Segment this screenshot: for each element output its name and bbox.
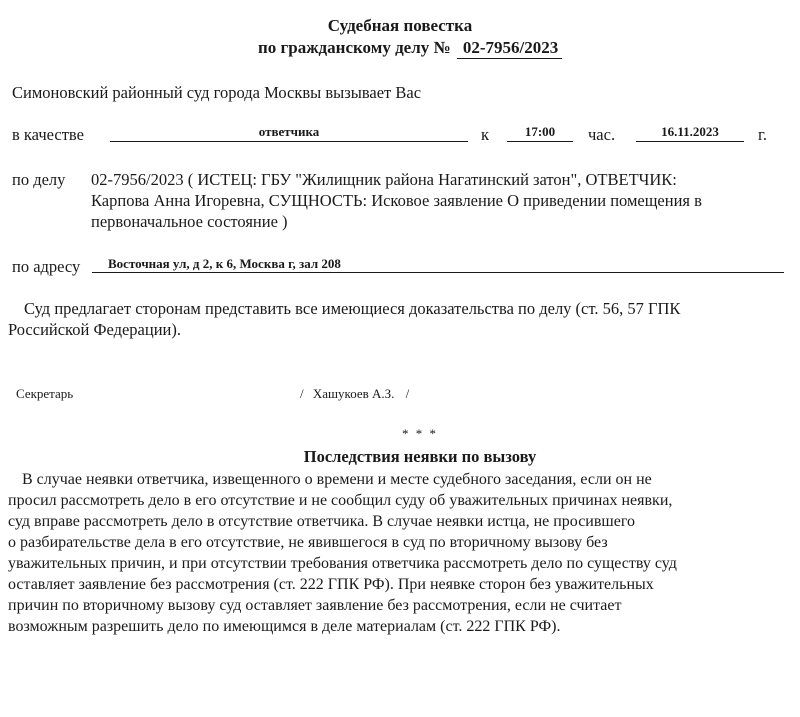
separator-stars: * * * — [402, 426, 438, 441]
date-value: 16.11.2023 — [661, 124, 719, 139]
case-label: по делу — [12, 170, 66, 189]
consequences-line-1: В случае неявки ответчика, извещенного о времени и месте судебного заседания, если он не — [22, 471, 652, 488]
evidence-note — [8, 298, 788, 340]
secretary-name: Хашукоев А.З. — [312, 386, 395, 401]
hour-label: час. — [588, 125, 616, 144]
case-title-prefix: по гражданскому делу № — [258, 38, 451, 57]
case-line-1: 02-7956/2023 ( ИСТЕЦ: ГБУ "Жилищник района Нагатинский затон", ОТВЕТЧИК: — [91, 170, 677, 189]
role-underline — [110, 141, 468, 142]
summons-text: Симоновский районный суд города Москвы вызывает Вас — [12, 83, 422, 102]
consequences-body — [8, 469, 792, 637]
address-underline — [92, 272, 784, 273]
consequences-line-7: причин по вторичному вызову суд оставляет заявление без рассмотрения, если не считает — [8, 597, 622, 614]
role-value: ответчика — [258, 124, 320, 139]
case-number: 02-7956/2023 — [457, 38, 562, 59]
role-label: в качестве — [12, 125, 84, 144]
evidence-line-2: Российской Федерации). — [8, 320, 181, 339]
secretary-signature — [300, 386, 409, 402]
consequences-line-3: суд вправе рассмотреть дело в отсутствие ответчика. В случае неявки истца, не просившего — [8, 513, 635, 530]
address-label: по адресу — [12, 257, 81, 276]
consequences-line-5: уважительных причин, и при отсутствии требования ответчика рассмотреть дело по существу суд — [8, 555, 677, 572]
case-description — [91, 169, 791, 232]
consequences-line-4: о разбирательстве дела в его отсутствие, не явившегося в суд по вторичному вызову без — [8, 534, 608, 551]
time-underline — [507, 141, 573, 142]
year-label: г. — [758, 125, 768, 144]
date-underline — [636, 141, 744, 142]
consequences-title: Последствия неявки по вызову — [303, 447, 537, 466]
signature-slash-open: / — [300, 386, 304, 401]
consequences-line-8: возможным разрешить дело по имеющимся в деле материалам (ст. 222 ГПК РФ). — [8, 618, 561, 635]
time-value: 17:00 — [524, 124, 556, 139]
address-value: Восточная ул, д 2, к 6, Москва г, зал 208 — [108, 256, 341, 271]
document-title: Судебная повестка — [327, 16, 473, 35]
consequences-line-2: просил рассмотреть дело в его отсутствие и не сообщил суду об уважительных причинах неявки, — [8, 492, 673, 509]
time-prefix: к — [481, 125, 490, 144]
secretary-label: Секретарь — [16, 386, 74, 401]
case-line-3: первоначальное состояние ) — [91, 212, 288, 231]
consequences-line-6: оставляет заявление без рассмотрения (ст. 222 ГПК РФ). При неявке сторон без уважительных — [8, 576, 654, 593]
case-line-2: Карпова Анна Игоревна, СУЩНОСТЬ: Исковое заявление О приведении помещения в — [91, 191, 702, 210]
signature-slash-close: / — [405, 386, 410, 401]
evidence-line-1: Суд предлагает сторонам представить все имеющиеся доказательства по делу (ст. 56, 57 ГПК — [24, 299, 681, 318]
case-title-line — [258, 38, 562, 59]
